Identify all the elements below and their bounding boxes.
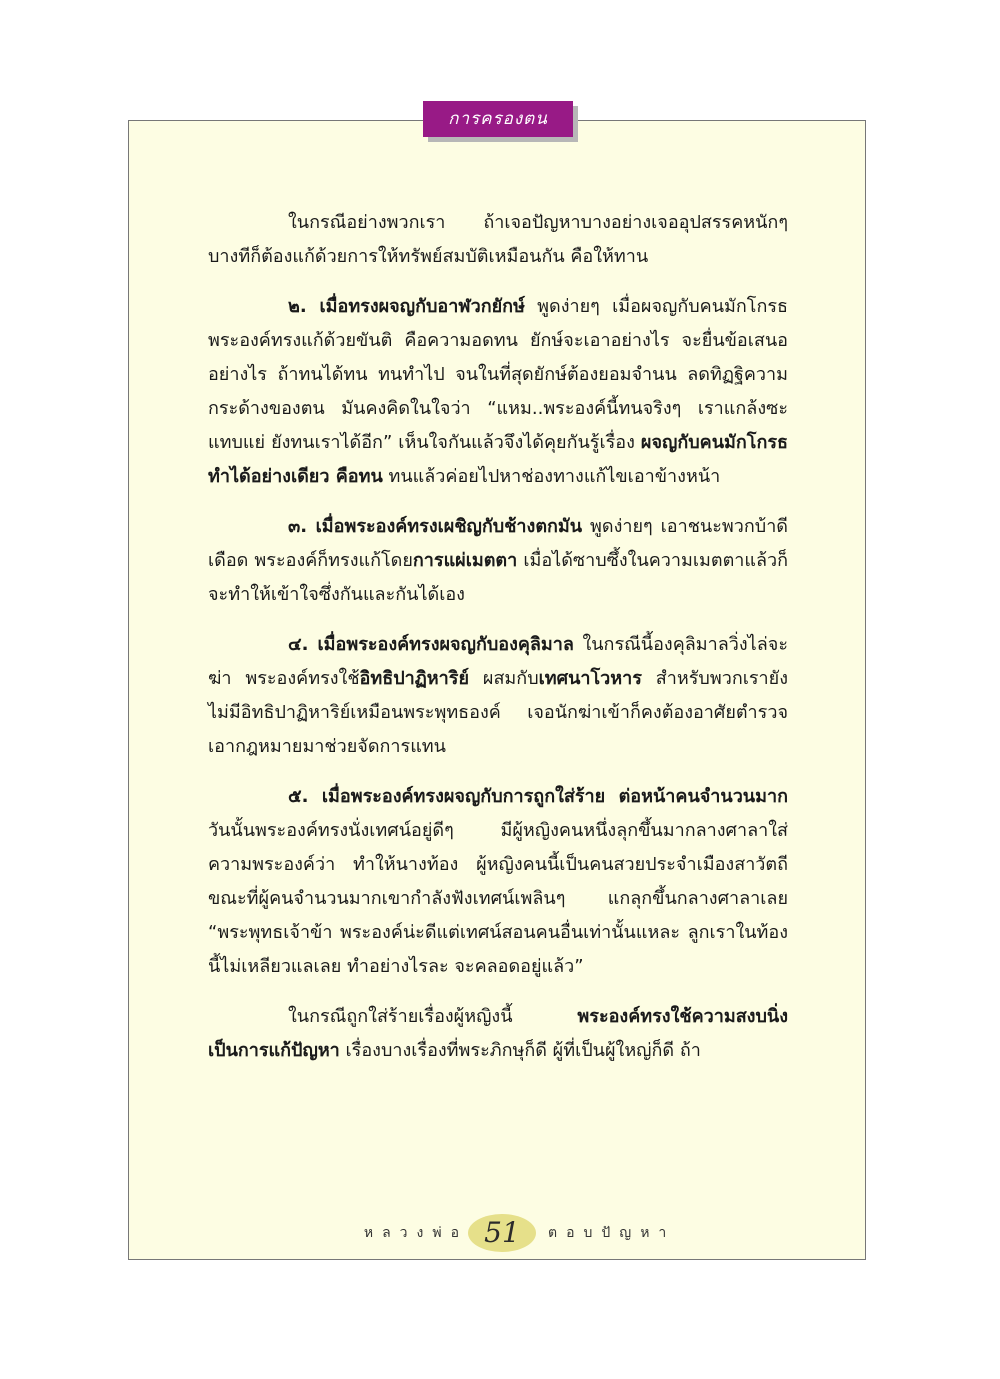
footer-left-text: หลวงพ่อ <box>363 1225 468 1241</box>
paragraph <box>208 206 788 274</box>
text-run: ทนแล้วค่อยไปหาช่องทางแก้ไขเอาข้างหน้า <box>382 466 721 487</box>
text-run: พูดง่ายๆ เมื่อผจญกับคนมักโกรธ พระองค์ทรงแก้ด้วยขันติ คือความอดทน ยักษ์จะเอาอย่างไร จะยื่นข้อเสนออย่างไร ถ้าทนได้ทน ทนทำไป จนในที่สุดยักษ์ต้องยอมจำนน ลดทิฏฐิความกระด้างของตน มันคงคิดในใจว่า “แหม..พระองค์นี้ทนจริงๆ เราแกล้งซะแทบแย่ ยังทนเราได้อีก” เห็นใจกันแล้วจึงได้คุยกันรู้เรื่อง <box>208 296 788 453</box>
paragraph <box>208 510 788 612</box>
paragraph <box>208 780 788 984</box>
section-title: การครองตน <box>423 101 573 137</box>
paragraph <box>208 290 788 494</box>
paragraph <box>208 1000 788 1068</box>
page-number: 51 <box>468 1214 536 1252</box>
section-header-tab <box>423 101 573 137</box>
bold-text-run: ผจญกับคนมักโกรธทำได้อย่างเดียว คือทน <box>208 432 788 487</box>
text-run: พูดง่ายๆ เอาชนะพวกบ้าดีเดือด พระองค์ก็ทรงแก้โดย <box>208 516 788 571</box>
paragraph <box>208 628 788 764</box>
page-footer <box>128 1214 866 1254</box>
bold-text-run: การแผ่เมตตา <box>412 550 518 571</box>
text-run: ในกรณีนี้องคุลิมาลวิ่งไล่จะฆ่า พระองค์ทรงใช้ <box>208 634 788 689</box>
text-run: สำหรับพวกเรายังไม่มีอิทธิปาฏิหาริย์เหมือนพระพุทธองค์ เจอนักฆ่าเข้าก็คงต้องอาศัยตำรวจ เอากฎหมายมาช่วยจัดการแทน <box>208 668 788 757</box>
bold-text-run: ๕. เมื่อพระองค์ทรงผจญกับการถูกใส่ร้าย ต่อหน้าคนจำนวนมาก <box>288 786 788 807</box>
text-run: ผสมกับ <box>469 668 539 689</box>
footer-right-text: ตอบปัญหา <box>548 1225 676 1241</box>
text-run: ในกรณีถูกใส่ร้ายเรื่องผู้หญิงนี้ <box>288 1006 578 1027</box>
body-text <box>208 206 788 1068</box>
text-run: เรื่องบางเรื่องที่พระภิกษุก็ดี ผู้ที่เป็นผู้ใหญ่ก็ดี ถ้า <box>339 1040 701 1061</box>
text-run: ในกรณีอย่างพวกเรา ถ้าเจอปัญหาบางอย่างเจออุปสรรคหนักๆ บางทีก็ต้องแก้ด้วยการให้ทรัพย์สมบัติเหมือนกัน คือให้ทาน <box>208 212 788 267</box>
bold-text-run: เทศนาโวหาร <box>538 668 642 689</box>
text-run: เมื่อได้ซาบซึ้งในความเมตตาแล้วก็จะทำให้เข้าใจซึ่งกันและกันได้เอง <box>208 550 789 605</box>
bold-text-run: ๔. เมื่อพระองค์ทรงผจญกับองคุลิมาล <box>288 634 574 655</box>
bold-text-run: พระองค์ทรงใช้ความสงบนิ่งเป็นการแก้ปัญหา <box>208 1006 788 1061</box>
bold-text-run: ๒. เมื่อทรงผจญกับอาฬวกยักษ์ <box>288 296 525 317</box>
bold-text-run: อิทธิปาฏิหาริย์ <box>359 668 469 689</box>
text-run: วันนั้นพระองค์ทรงนั่งเทศน์อยู่ดีๆ มีผู้หญิงคนหนึ่งลุกขึ้นมากลางศาลาใส่ความพระองค์ว่า ทำให้นางท้อง ผู้หญิงคนนี้เป็นคนสวยประจำเมืองสาวัตถี ขณะที่ผู้คนจำนวนมากเขากำลังฟังเทศน์เพลินๆ แกลุกขึ้นกลางศาลาเลย “พระพุทธเจ้าข้า พระองค์น่ะดีแต่เทศน์สอนคนอื่นเท่านั้นแหละ ลูกเราในท้องนี้ไม่เหลียวแลเลย ทำอย่างไรละ จะคลอดอยู่แล้ว” <box>208 820 788 977</box>
bold-text-run: ๓. เมื่อพระองค์ทรงเผชิญกับช้างตกมัน <box>288 516 583 537</box>
